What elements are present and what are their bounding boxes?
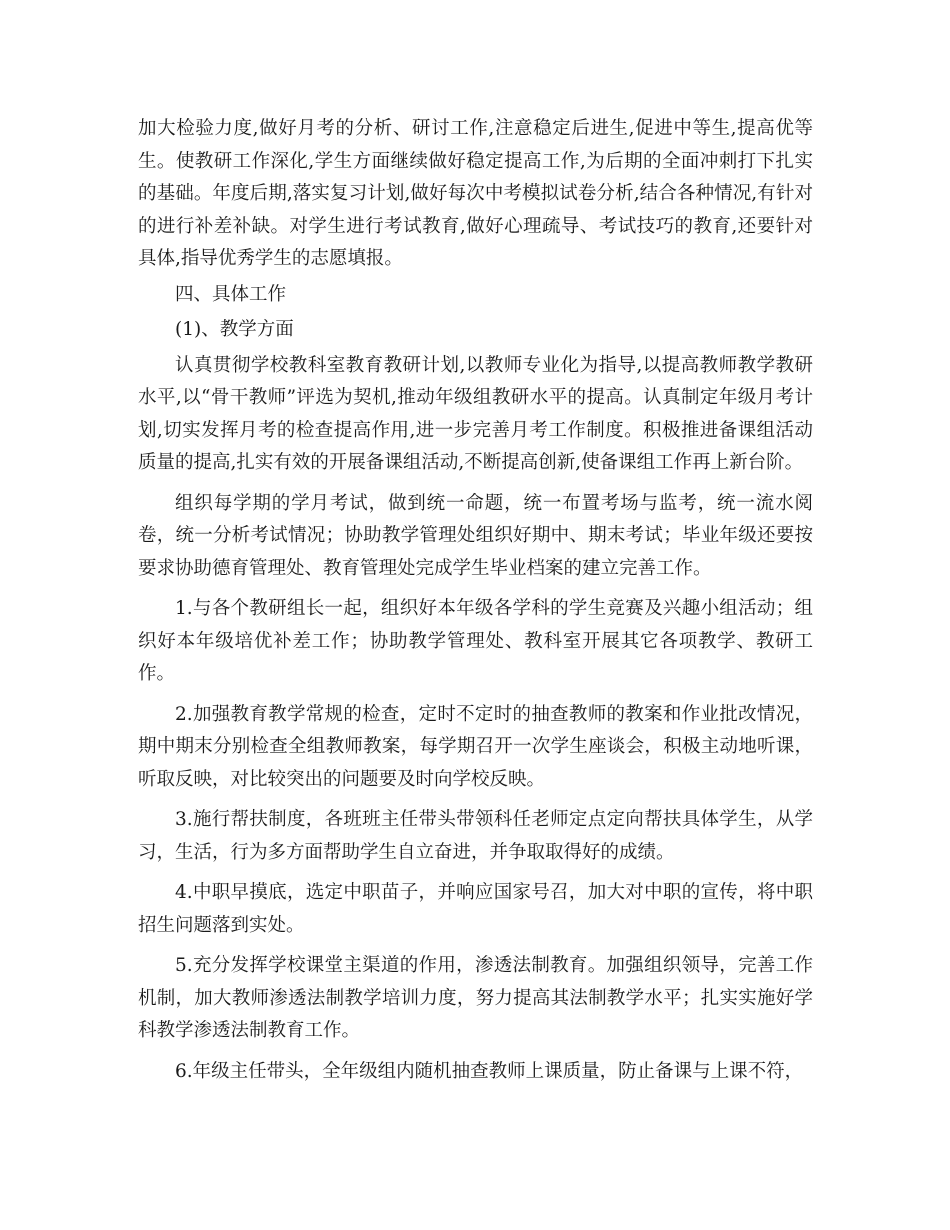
list-item-2: 2.加强教育教学常规的检查，定时不定时的抽查教师的教案和作业批改情况，期中期末分别检查全组教师教案，每学期召开一次学生座谈会，积极主动地听课，听取反映，对比较突出的问题要及时向学校反映。 xyxy=(138,703,813,790)
list-item-3: 3.施行帮扶制度，各班班主任带头带领科任老师定点定向帮扶具体学生，从学习，生活，行为多方面帮助学生自立奋进，并争取取得好的成绩。 xyxy=(138,809,813,863)
list-item-5: 5.充分发挥学校课堂主渠道的作用，渗透法制教育。加强组织领导，完善工作机制，加大教师渗透法制教学培训力度，努力提高其法制教学水平；扎实实施好学科教学渗透法制教育工作。 xyxy=(138,955,813,1041)
paragraph-teaching-plan: 认真贯彻学校教科室教育教研计划,以教师专业化为指导,以提高教师教学教研水平,以“骨干教师”评选为契机,推动年级组教研水平的提高。认真制定年级月考计划,切实发挥月考的检查提高作用,进一步完善月考工作制度。积极推进备课组活动质量的提高,扎实有效的开展备课组活动,不断提高创新,使备课组工作再上新台阶。 xyxy=(138,354,813,473)
section-heading-specific-work: 四、具体工作 xyxy=(175,283,287,305)
list-item-6: 6.年级主任带头，全年级组内随机抽查教师上课质量，防止备课与上课不符， xyxy=(175,1060,804,1082)
list-item-4: 4.中职早摸底，选定中职苗子，并响应国家号召，加大对中职的宣传，将中职招生问题落到实处。 xyxy=(138,882,813,936)
document-body xyxy=(138,113,813,1096)
list-item-1: 1.与各个教研组长一起，组织好本年级各学科的学生竞赛及兴趣小组活动；组织好本年级培优补差工作；协助教学管理处、教科室开展其它各项教学、教研工作。 xyxy=(138,598,813,684)
paragraph-monthly-exams: 组织每学期的学月考试，做到统一命题，统一布置考场与监考，统一流水阅卷，统一分析考试情况；协助教学管理处组织好期中、期末考试；毕业年级还要按要求协助德育管理处、教育管理处完成学生毕业档案的建立完善工作。 xyxy=(138,492,813,579)
subsection-heading-teaching: (1)、教学方面 xyxy=(175,319,294,340)
paragraph-continuation: 加大检验力度,做好月考的分析、研讨工作,注意稳定后进生,促进中等生,提高优等生。使教研工作深化,学生方面继续做好稳定提高工作,为后期的全面冲刺打下扎实的基础。年度后期,落实复习计划,做好每次中考模拟试卷分析,结合各种情况,有针对的进行补差补缺。对学生进行考试教育,做好心理疏导、考试技巧的教育,还要针对具体,指导优秀学生的志愿填报。 xyxy=(138,118,813,269)
